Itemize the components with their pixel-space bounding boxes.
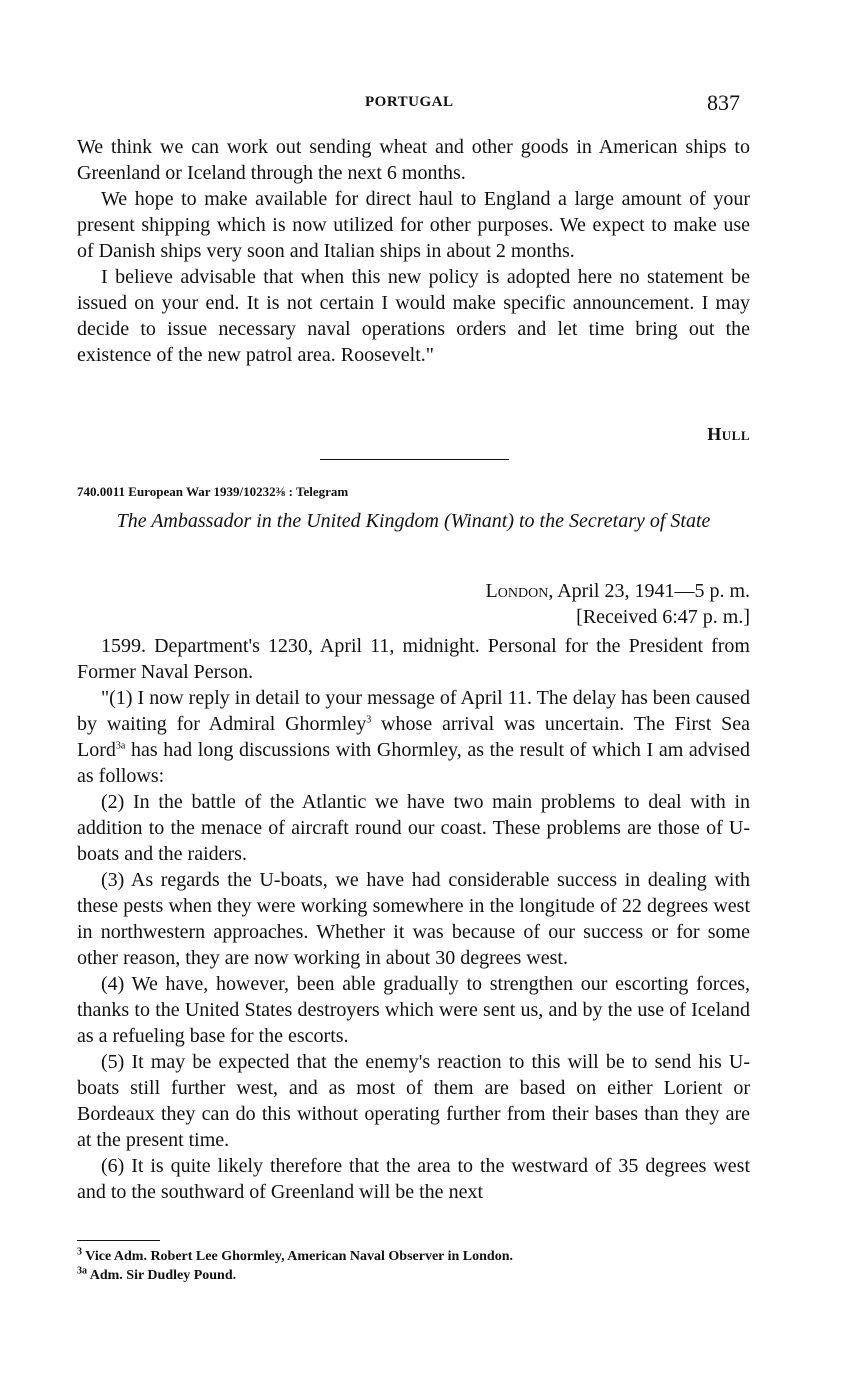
section-divider xyxy=(320,459,509,460)
paragraph: (5) It may be expected that the enemy's reaction to this will be to send his U-boats still further west, and as most of them are based on either Lorient or Bordeaux they can do this without operating further from their bases than they are at the present time. xyxy=(77,1051,750,1151)
footnote-ref: 3 xyxy=(366,714,372,726)
paragraph: I believe advisable that when this new policy is adopted here no statement be issued on your end. It is not certain I would make specific announcement. I may decide to issue necessary naval operations orders and let time bring out the existence of the new patrol area. Roosevelt." xyxy=(77,266,750,366)
dateline-main xyxy=(250,578,750,604)
footnotes xyxy=(77,1247,750,1285)
paragraph: (3) As regards the U-boats, we have had considerable success in dealing with these pests when they were working somewhere in the longitude of 22 degrees west in northwestern approaches. Whether it was because of our success or for some other reason, they are now working in about 30 degrees west. xyxy=(77,869,750,969)
paragraph-text: has had long discussions with Ghormley, as the result of which I am advised as follows: xyxy=(77,739,750,787)
running-header xyxy=(0,90,850,120)
dateline-place: London, xyxy=(485,580,554,602)
footnote xyxy=(77,1247,750,1266)
paragraph: (2) In the battle of the Atlantic we have two main problems to deal with in addition to the menace of aircraft round our coast. These problems are those of U-boats and the raiders. xyxy=(77,791,750,865)
signature: Hull xyxy=(707,424,750,444)
document-title: The Ambassador in the United Kingdom (Winant) to the Secretary of State xyxy=(116,510,711,532)
dateline xyxy=(250,578,750,630)
paragraph: (6) It is quite likely therefore that the area to the westward of 35 degrees west and to the southward of Greenland will be the next xyxy=(77,1155,750,1203)
footnote-mark: 3a xyxy=(77,1265,87,1277)
top-text-block xyxy=(77,134,750,368)
running-title: PORTUGAL xyxy=(365,94,454,110)
paragraph-text: whose arrival was uncertain. The First Sea Lord xyxy=(77,713,751,761)
footnote-ref: 3a xyxy=(115,740,126,752)
paragraph: (4) We have, however, been able gradually to strengthen our escorting forces, thanks to the United States destroyers which were sent us, and by the use of Iceland as a refueling base for the escorts. xyxy=(77,973,750,1047)
paragraph: We hope to make available for direct haul to England a large amount of your present shipping which is now utilized for other purposes. We expect to make use of Danish ships very soon and Italian ships in about 2 months. xyxy=(77,188,750,262)
paragraph: We think we can work out sending wheat and other goods in American ships to Greenland or Iceland through the next 6 months. xyxy=(77,136,750,184)
telegram-body xyxy=(77,633,750,1205)
footnote-text: Adm. Sir Dudley Pound. xyxy=(87,1268,237,1283)
footnote xyxy=(77,1266,750,1285)
paragraph xyxy=(77,685,750,789)
received-time: [Received 6:47 p. m.] xyxy=(576,606,750,628)
dateline-date: April 23, 1941—5 p. m. xyxy=(553,580,750,602)
page-number: 837 xyxy=(707,90,740,115)
paragraph-text: "(1) I now reply in detail to your message of April 11. The delay has been caused by waiting for Admiral Ghormley xyxy=(77,687,750,735)
file-reference: 740.0011 European War 1939/10232⅜ : Telegram xyxy=(77,484,349,499)
paragraph: 1599. Department's 1230, April 11, midnight. Personal for the President from Former Naval Person. xyxy=(77,635,750,683)
footnote-mark: 3 xyxy=(77,1246,82,1258)
footnote-text: Vice Adm. Robert Lee Ghormley, American Naval Observer in London. xyxy=(82,1249,513,1264)
footnote-rule xyxy=(77,1240,160,1241)
